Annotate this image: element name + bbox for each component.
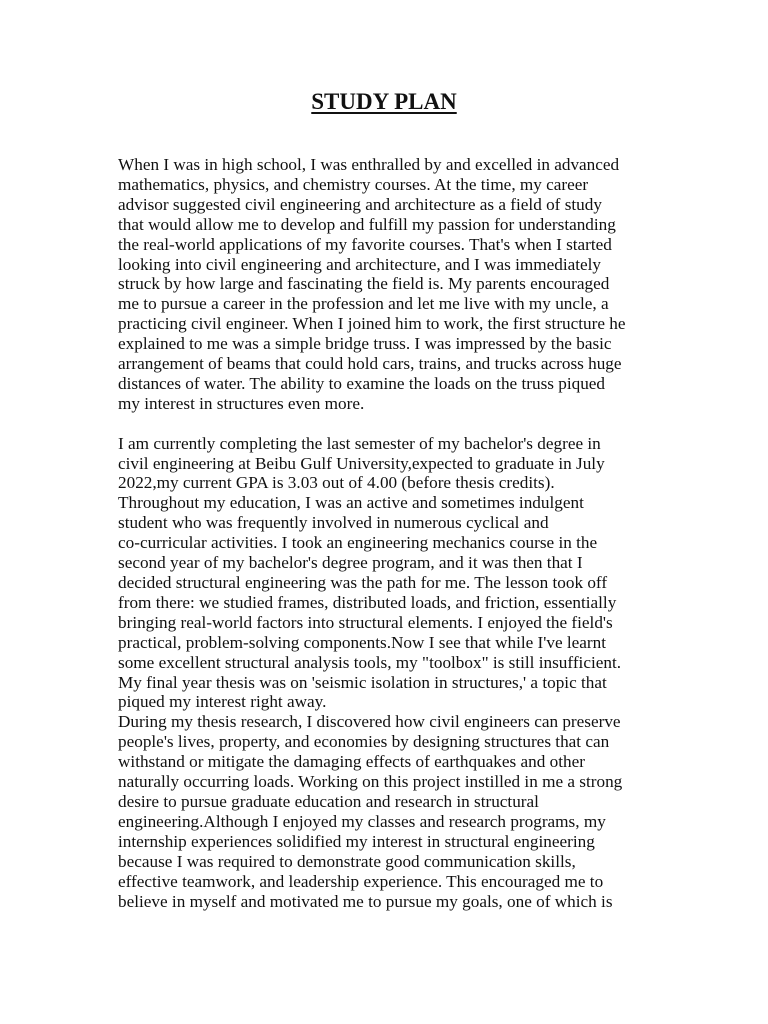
text-line: second year of my bachelor's degree program, and it was then that I [118, 553, 583, 573]
text-line: believe in myself and motivated me to pursue my goals, one of which is [118, 891, 613, 911]
text-line: that would allow me to develop and fulfill my passion for understanding [118, 214, 616, 234]
text-line: internship experiences solidified my interest in structural engineering [118, 831, 595, 851]
text-line: practical, problem-solving components.Now I see that while I've learnt [118, 632, 607, 652]
text-line: desire to pursue graduate education and research in structural [118, 791, 539, 811]
text-line: struck by how large and fascinating the field is. My parents encouraged [118, 274, 610, 294]
text-line: decided structural engineering was the path for me. The lesson took off [118, 573, 608, 593]
text-line: explained to me was a simple bridge truss. I was impressed by the basic [118, 334, 612, 354]
text-line: advisor suggested civil engineering and architecture as a field of study [118, 194, 602, 214]
text-line: I am currently completing the last semester of my bachelor's degree in [118, 433, 601, 453]
text-line: During my thesis research, I discovered how civil engineers can preserve [118, 712, 621, 732]
paragraph-3 [118, 712, 678, 911]
text-line: Throughout my education, I was an active and sometimes indulgent [118, 493, 584, 513]
paragraph-1 [118, 155, 678, 414]
page-title-text: STUDY PLAN [311, 89, 457, 114]
text-line: 2022,my current GPA is 3.03 out of 4.00 (before thesis credits). [118, 473, 555, 493]
text-line: effective teamwork, and leadership experience. This encouraged me to [118, 871, 604, 891]
text-line: my interest in structures even more. [118, 393, 365, 413]
text-line: distances of water. The ability to examine the loads on the truss piqued [118, 373, 606, 393]
paragraph-gap [118, 414, 678, 434]
text-line: piqued my interest right away. [118, 692, 327, 712]
page-title [0, 88, 768, 116]
text-line: the real-world applications of my favorite courses. That's when I started [118, 234, 612, 254]
text-line: some excellent structural analysis tools, my "toolbox" is still insufficient. [118, 652, 622, 672]
text-line: My final year thesis was on 'seismic isolation in structures,' a topic that [118, 672, 607, 692]
document-body [118, 155, 678, 911]
text-line: withstand or mitigate the damaging effects of earthquakes and other [118, 752, 585, 772]
paragraph-2 [118, 434, 678, 713]
text-line: practicing civil engineer. When I joined him to work, the first structure he [118, 314, 626, 334]
text-line: bringing real-world factors into structural elements. I enjoyed the field's [118, 612, 613, 632]
text-line: looking into civil engineering and architecture, and I was immediately [118, 254, 602, 274]
text-line: mathematics, physics, and chemistry courses. At the time, my career [118, 174, 589, 194]
text-line: people's lives, property, and economies by designing structures that can [118, 732, 610, 752]
text-line: When I was in high school, I was enthralled by and excelled in advanced [118, 155, 620, 174]
text-line: engineering.Although I enjoyed my classes and research programs, my [118, 811, 606, 831]
text-line: me to pursue a career in the profession and let me live with my uncle, a [118, 294, 609, 314]
text-line: civil engineering at Beibu Gulf University,expected to graduate in July [118, 453, 605, 473]
text-line: naturally occurring loads. Working on this project instilled in me a strong [118, 772, 623, 792]
text-line: from there: we studied frames, distributed loads, and friction, essentially [118, 592, 617, 612]
text-line: student who was frequently involved in numerous cyclical and [118, 513, 549, 533]
text-line: arrangement of beams that could hold cars, trains, and trucks across huge [118, 354, 622, 374]
text-line: co-curricular activities. I took an engineering mechanics course in the [118, 533, 598, 553]
text-line: because I was required to demonstrate good communication skills, [118, 851, 576, 871]
